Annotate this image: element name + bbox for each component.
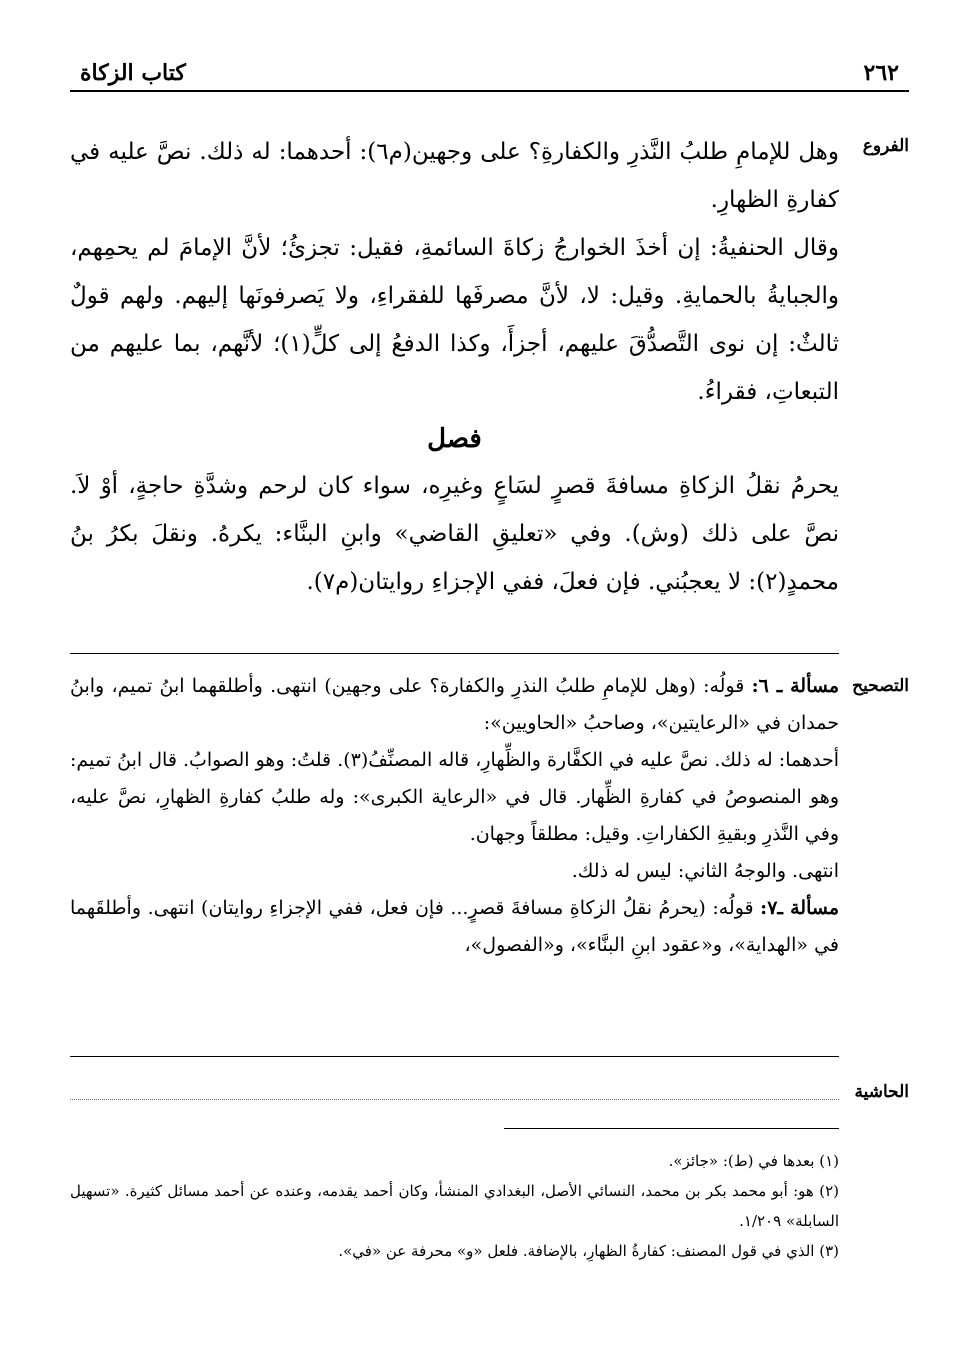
- furu-paragraph-2: وقال الحنفيةُ: إن أخذَ الخوارجُ زكاةَ السائمةِ، فقيل: تجزئُ؛ لأنَّ الإمامَ لم يحمِهم، والجبايةُ بالحمايةِ. وقيل: لا، لأنَّ مصرفَها للفقراءِ، ولا يَصرفونَها إليهم. ولهم قولٌ ثالثٌ: إن نوى التَّصدُّقَ عليهم، أجزأَ، وكذا الدفعُ إلى كلٍّ(١)؛ لأنَّهم، بما عليهم من التبعاتِ، فقراءُ.: [70, 235, 839, 405]
- page-number: ٢٦٢: [863, 60, 899, 86]
- tashih-ahaduhuma: أحدهما: له ذلك. نصَّ عليه في الكفَّارة والظِّهارِ، قاله المصنِّفُ(٣). قلتُ: وهو الصوابُ. قال ابنُ تميم: وهو المنصوصُ في كفارةِ الظِّهار. قال في «الرعاية الكبرى»: وله طلبُ كفارةِ الظهارِ، نصَّ عليه، وفي النَّذرِ وبقيةِ الكفاراتِ. وقيل: مطلقاً وجهان.: [70, 749, 839, 845]
- tashih-wajh-thani: انتهى. والوجهُ الثاني: ليس له ذلك.: [571, 860, 839, 882]
- masala-7: [70, 890, 839, 964]
- section-divider: [70, 653, 839, 654]
- masala-6-text: قولُه: (وهل للإمامِ طلبُ النذرِ والكفارة؟ على وجهين) انتهى. وأطلقهما ابنُ تميم، وابنُ حمدان في «الرعايتين»، وصاحبُ «الحاويين»:: [70, 675, 839, 734]
- furu-paragraph-1: وهل للإمامِ طلبُ النَّذرِ والكفارةِ؟ على وجهين(م٦): أحدهما: له ذلك. نصَّ عليه في كفارةِ الظهارِ.: [70, 139, 840, 213]
- header-rule: [70, 90, 909, 92]
- footnotes: [70, 1146, 839, 1266]
- footnote-2: (٢) هو: أبو محمد بكر بن محمد، النسائي الأصل، البغدادي المنشأ، وكان أحمد يقدمه، وعنده عن أحمد مسائل كثيرة. «تسهيل السابلة» ١/٢٠٩.: [70, 1182, 839, 1230]
- furu-section: [70, 128, 839, 606]
- tashih-section: [70, 668, 839, 964]
- hashiya-dotted-line: [70, 1085, 839, 1100]
- furu-paragraph-3: يحرمُ نقلُ الزكاةِ مسافةَ قصرٍ لسَاعٍ وغيرِه، سواء كان لرحم وشدَّةِ حاجةٍ، أوْ لاَ. نصَّ على ذلك (وش). وفي «تعليقِ القاضي» وابنِ البنَّاء: يكرهُ. ونقلَ بكرُ بنُ محمدٍ(٢): لا يعجبُني. فإن فعلَ، ففي الإجزاءِ روايتان(م٧).: [70, 473, 839, 595]
- masala-6: [70, 668, 839, 742]
- fasl-heading: فصل: [427, 424, 482, 454]
- masala-7-title: مسألة ـ٧:: [760, 897, 839, 919]
- masala-7-text: قولُه: (يحرمُ نقلُ الزكاةِ مسافةَ قصرٍ... فإن فعل، ففي الإجزاءِ روايتان) انتهى. وأطلقَهما في «الهداية»، و«عقود ابنِ البنَّاء»، و«الفصول»،: [70, 897, 839, 956]
- page-header: [70, 54, 909, 90]
- footnote-1: (١) بعدها في (ط): «جائز».: [668, 1152, 839, 1170]
- running-title: كتاب الزكاة: [80, 60, 186, 86]
- side-label-tashih: التصحيح: [852, 676, 909, 696]
- side-label-hashiya: الحاشية: [854, 1082, 909, 1102]
- side-label-furu: الفروع: [862, 136, 909, 156]
- footnote-rule: [504, 1128, 839, 1129]
- footnote-3: (٣) الذي في قول المصنف: كفارةُ الظهارِ، بالإضافة. فلعل «و» محرفة عن «في».: [338, 1242, 839, 1260]
- hashiya-divider: [70, 1056, 839, 1057]
- masala-6-title: مسألة ـ ٦:: [751, 675, 839, 697]
